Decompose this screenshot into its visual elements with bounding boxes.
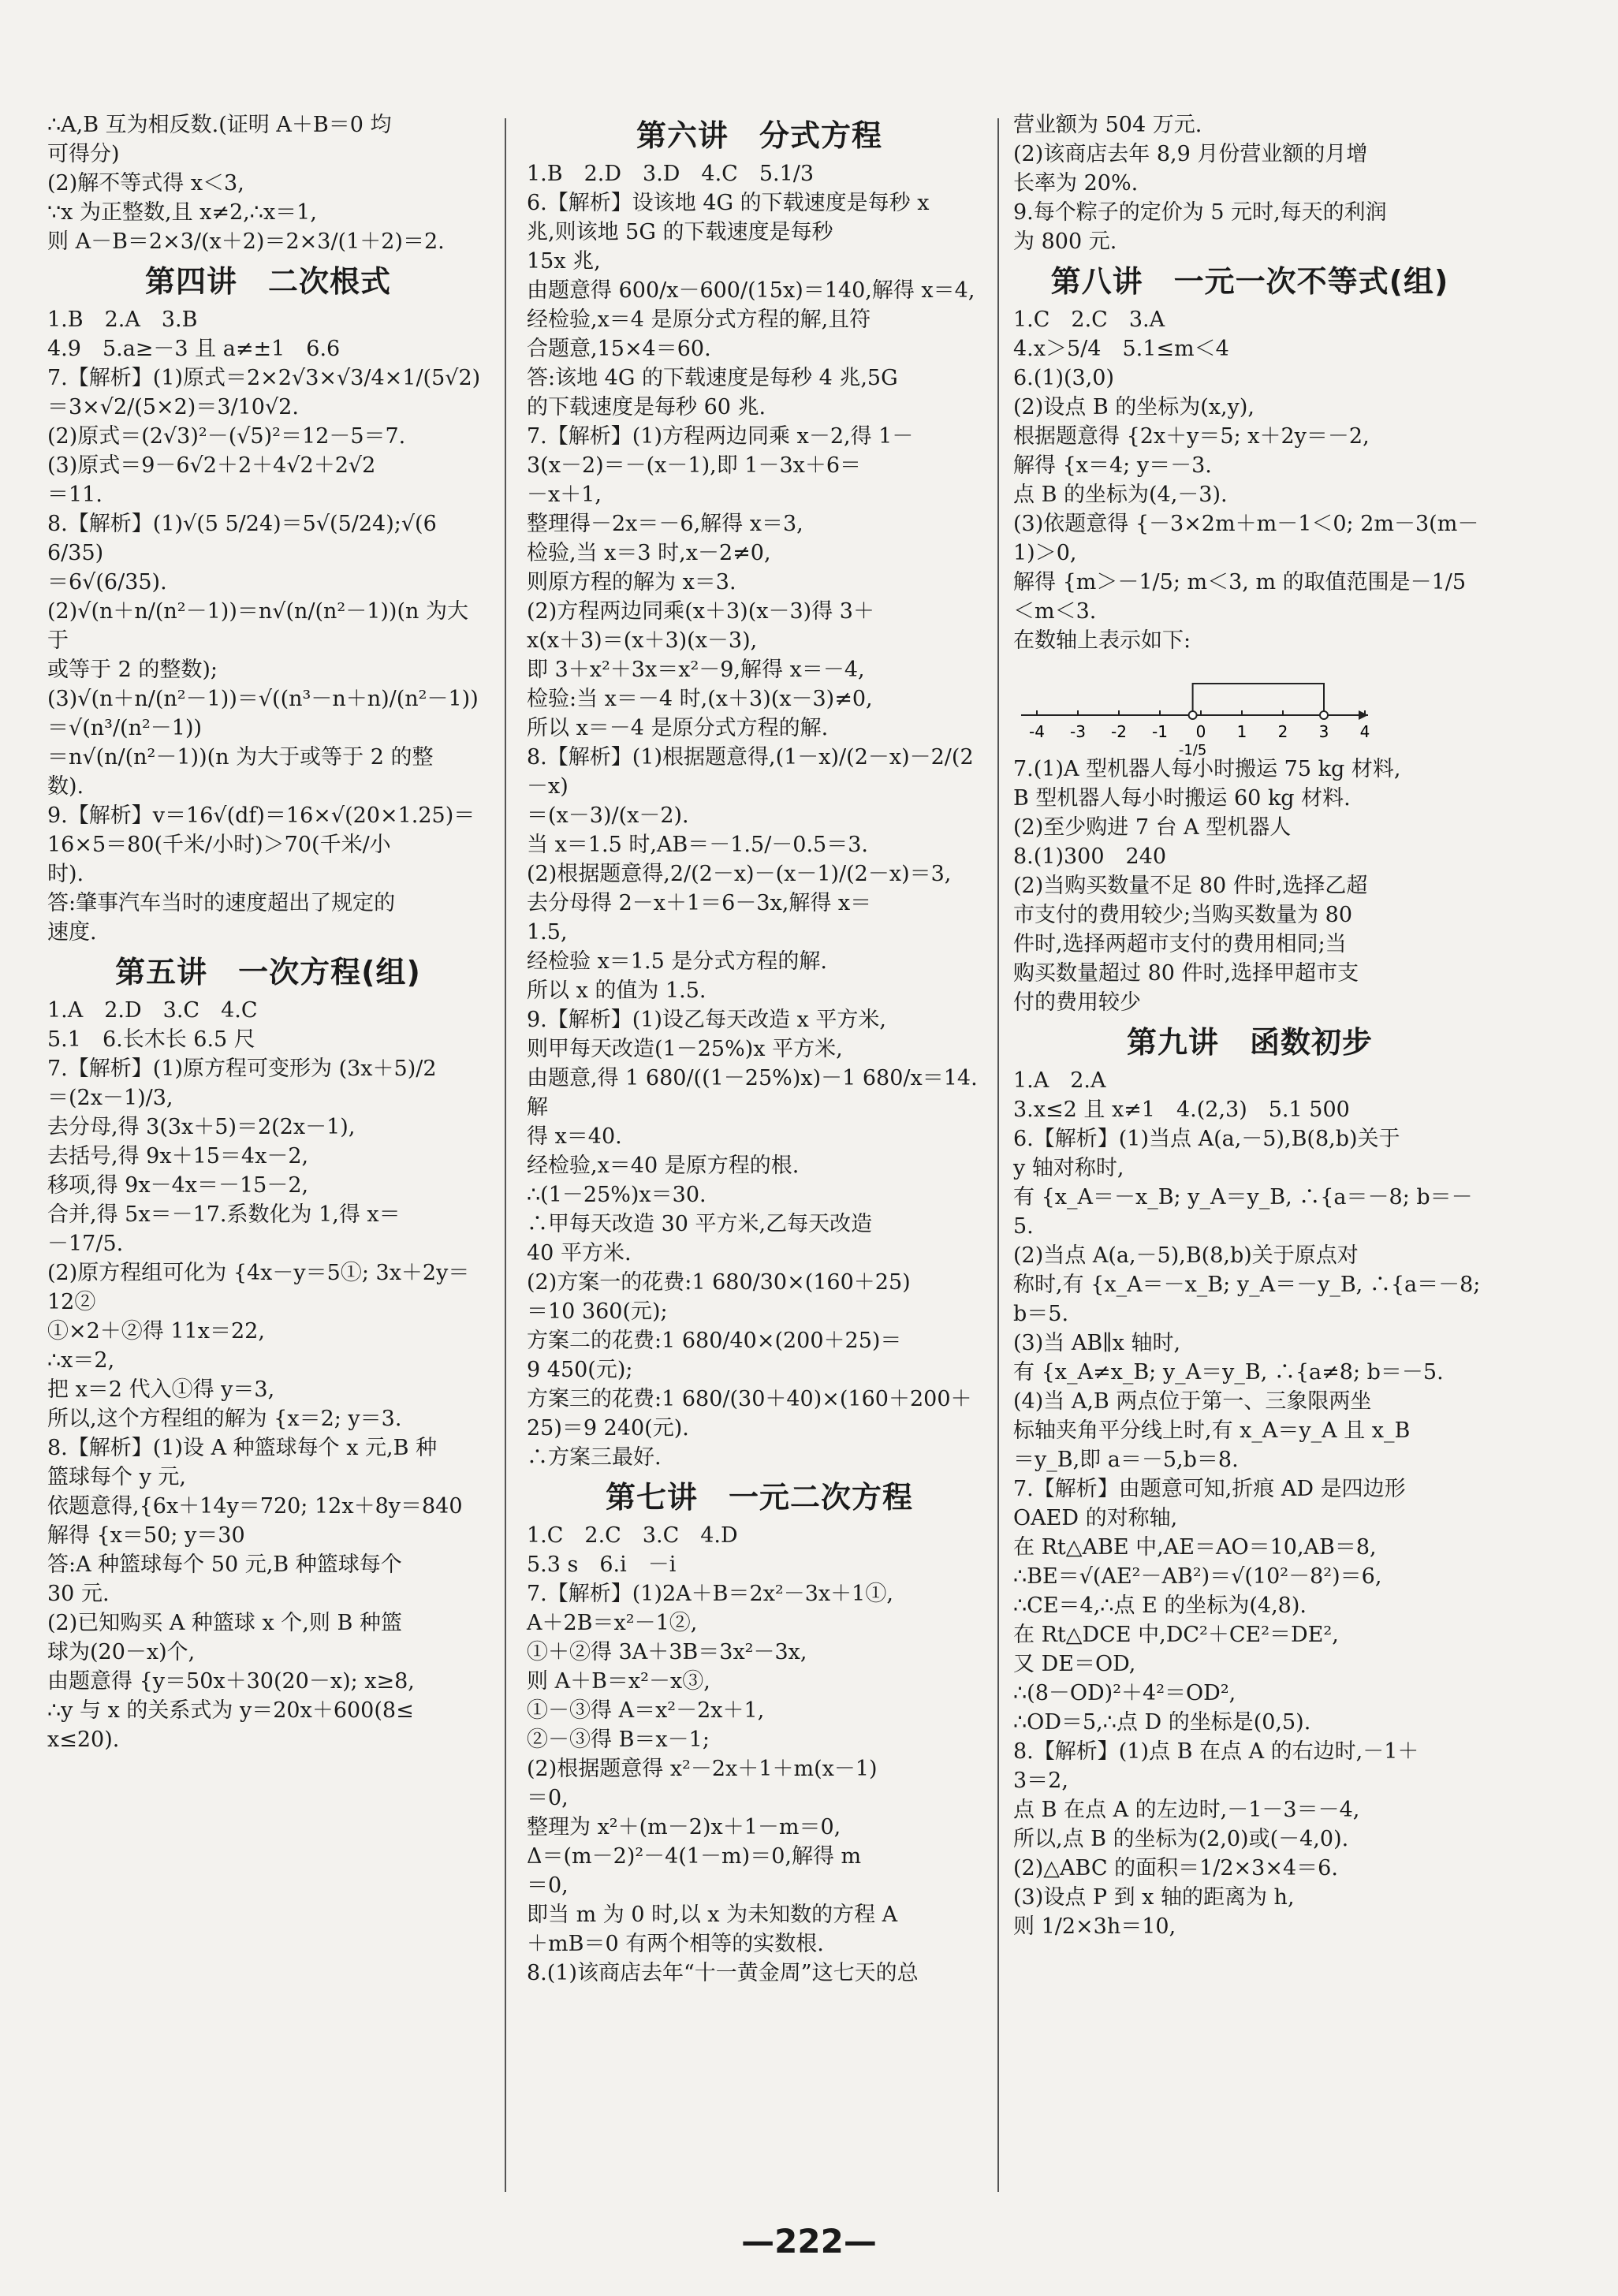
- answer-line: ＝6√(6/35).: [47, 570, 167, 594]
- answer-line: (2)该商店去年 8,9 月份营业额的月增: [1013, 142, 1368, 166]
- answer-line: －17/5.: [47, 1232, 124, 1256]
- number-line-extra-label: -1/5: [1178, 742, 1207, 758]
- answer-line: 根据题意得 {2x＋y＝5; x＋2y＝－2,: [1013, 424, 1370, 449]
- number-line-tick-label: -4: [1029, 722, 1045, 741]
- answer-line: 在 Rt△ABE 中,AE＝AO＝10,AB＝8,: [1013, 1535, 1377, 1560]
- answer-line: 由题意得 {y＝50x＋30(20－x); x≥8,: [47, 1669, 415, 1694]
- answer-line: 7.【解析】(1)原式＝2×2√3×√3/4×1/(5√2): [47, 366, 481, 390]
- answer-line: 当 x＝1.5 时,AB＝－1.5/－0.5＝3.: [527, 833, 868, 857]
- answer-line: 解得 {m＞－1/5; m＜3, m 的取值范围是－1/5: [1013, 570, 1467, 594]
- number-line-figure: [1013, 660, 1376, 758]
- section-heading: 第八讲 一元一次不等式(组): [1050, 264, 1449, 299]
- answer-line: 8.【解析】(1)设 A 种篮球每个 x 元,B 种: [47, 1436, 438, 1460]
- number-line-tick-label: 4: [1359, 722, 1370, 741]
- answer-line: 25)＝9 240(元).: [527, 1416, 689, 1441]
- solution-range-bracket: [1193, 684, 1324, 715]
- answer-line: 经检验 x＝1.5 是分式方程的解.: [527, 949, 827, 974]
- answer-line: (3)设点 P 到 x 轴的距离为 h,: [1013, 1885, 1295, 1910]
- answer-line: 付的费用较少: [1013, 990, 1141, 1015]
- answer-line: 8.【解析】(1)√(5 5/24)＝5√(5/24);√(6 6/35): [47, 512, 437, 565]
- answer-line: (2)方程两边同乘(x＋3)(x－3)得 3＋: [527, 599, 874, 624]
- answer-line: ①－③得 A＝x²－2x＋1,: [527, 1698, 765, 1723]
- answer-line: 所以 x 的值为 1.5.: [527, 978, 706, 1003]
- section-heading: 第七讲 一元二次方程: [605, 1480, 913, 1515]
- answer-line: 为 800 元.: [1013, 229, 1117, 254]
- answer-line: 7.【解析】(1)方程两边同乘 x－2,得 1－: [527, 424, 914, 449]
- answer-line: ＝10 360(元);: [527, 1299, 668, 1324]
- answer-line: 购买数量超过 80 件时,选择甲超市支: [1013, 961, 1359, 986]
- answer-line: 8.【解析】(1)点 B 在点 A 的右边时,－1＋: [1013, 1739, 1419, 1764]
- answer-line: 9.【解析】(1)设乙每天改造 x 平方米,: [527, 1008, 886, 1032]
- answer-line: 在数轴上表示如下:: [1013, 628, 1191, 653]
- answer-line: ＝3×√2/(5×2)＝3/10√2.: [47, 395, 299, 419]
- answer-line: 由题意,得 1 680/((1－25%)x)－1 680/x＝14.解: [527, 1066, 978, 1120]
- answer-line: 经检验,x＝4 是原分式方程的解,且符: [527, 308, 871, 332]
- answer-line: ∴x＝2,: [47, 1348, 115, 1373]
- answer-line: 方案三的花费:1 680/(30＋40)×(160＋200＋: [527, 1387, 972, 1411]
- answer-line: ＝n√(n/(n²－1))(n 为大于或等于 2 的整: [47, 745, 434, 770]
- answer-line: (2)当购买数量不足 80 件时,选择乙超: [1013, 874, 1368, 898]
- number-line-tick-label: -3: [1070, 722, 1086, 741]
- answer-line: (3)√(n＋n/(n²－1))＝√((n³－n＋n)/(n²－1))＝√(n³/(n²－1)): [47, 687, 479, 740]
- answer-line: 7.【解析】(1)2A＋B＝2x²－3x＋1①,: [527, 1582, 893, 1606]
- answer-line: 所以,点 B 的坐标为(2,0)或(－4,0).: [1013, 1827, 1349, 1851]
- answer-line: 球为(20－x)个,: [47, 1640, 196, 1664]
- answer-line: ∴(1－25%)x＝30.: [527, 1183, 706, 1207]
- answer-line: 9.每个粽子的定价为 5 元时,每天的利润: [1013, 200, 1387, 225]
- answer-line: ①＋②得 3A＋3B＝3x²－3x,: [527, 1640, 807, 1664]
- answer-line: 6.【解析】设该地 4G 的下载速度是每秒 x: [527, 191, 930, 215]
- number-line-arrow: [1359, 710, 1368, 720]
- answer-line: 可得分): [47, 142, 120, 166]
- answer-line: ②－③得 B＝x－1;: [527, 1728, 710, 1752]
- answer-line: A＋2B＝x²－1②,: [527, 1611, 698, 1635]
- answer-line: (2)根据题意得,2/(2－x)－(x－1)/(2－x)＝3,: [527, 862, 952, 886]
- answer-line: 16×5＝80(千米/小时)＞70(千米/小: [47, 833, 391, 857]
- answer-line: 1.A 2.D 3.C 4.C: [47, 998, 258, 1023]
- answer-line: 长率为 20%.: [1013, 171, 1139, 196]
- binding-margin: [0, 0, 24, 2296]
- column-middle: [527, 110, 992, 1988]
- answer-line: (2)△ABC 的面积＝1/2×3×4＝6.: [1013, 1856, 1338, 1880]
- answer-line: 8.(1)该商店去年“十一黄金周”这七天的总: [527, 1961, 919, 1985]
- column-left: [47, 110, 489, 1754]
- answer-line: 去括号,得 9x＋15＝4x－2,: [47, 1144, 309, 1168]
- answer-line: ＝y_B,即 a＝－5,b＝8.: [1013, 1448, 1239, 1472]
- answer-line: (3)依题意得 {－3×2m＋m－1＜0; 2m－3(m－1)＞0,: [1013, 512, 1479, 565]
- answer-line: 有 {x_A＝－x_B; y_A＝y_B, ∴{a＝－8; b＝－5.: [1013, 1185, 1473, 1239]
- answer-line: ＝11.: [47, 483, 103, 507]
- section-heading: 第六讲 分式方程: [636, 118, 882, 153]
- answer-line: 3.x≤2 且 x≠1 4.(2,3) 5.1 500: [1013, 1098, 1350, 1122]
- answer-line: 把 x＝2 代入①得 y＝3,: [47, 1377, 275, 1402]
- answer-line: 则甲每天改造(1－25%)x 平方米,: [527, 1037, 843, 1061]
- answer-line: 1.A 2.A: [1013, 1068, 1106, 1093]
- answer-line: 点 B 在点 A 的左边时,－1－3＝－4,: [1013, 1798, 1360, 1822]
- answer-line: 8.【解析】(1)根据题意得,(1－x)/(2－x)－2/(2－x): [527, 745, 974, 799]
- answer-line: 检验,当 x＝3 时,x－2≠0,: [527, 541, 771, 565]
- answer-line: x(x＋3)＝(x＋3)(x－3),: [527, 628, 758, 653]
- answer-line: ∴方案三最好.: [527, 1445, 662, 1470]
- answer-line: (2)至少购进 7 台 A 型机器人: [1013, 815, 1292, 840]
- answer-line: 8.(1)300 240: [1013, 844, 1167, 869]
- answer-line: (3)原式＝9－6√2＋2＋4√2＋2√2: [47, 453, 376, 478]
- answer-line: 时).: [47, 862, 84, 886]
- answer-line: 7.【解析】由题意可知,折痕 AD 是四边形: [1013, 1477, 1406, 1501]
- section-heading: 第五讲 一次方程(组): [115, 955, 421, 990]
- answer-line: 则 A＋B＝x²－x③,: [527, 1669, 710, 1694]
- answer-line: x≤20).: [47, 1728, 120, 1752]
- number-line-tick-label: 3: [1318, 722, 1329, 741]
- answer-line: 合并,得 5x＝－17.系数化为 1,得 x＝: [47, 1202, 401, 1227]
- answer-line: 即当 m 为 0 时,以 x 为未知数的方程 A: [527, 1903, 898, 1927]
- answer-line: (2)方案一的花费:1 680/30×(160＋25): [527, 1270, 911, 1295]
- answer-line: 15x 兆,: [527, 249, 601, 274]
- answer-line: 去分母得 2－x＋1＝6－3x,解得 x＝: [527, 891, 872, 915]
- answer-line: 检验:当 x＝－4 时,(x＋3)(x－3)≠0,: [527, 687, 873, 711]
- answer-line: 1.B 2.A 3.B: [47, 308, 198, 332]
- answer-line: 依题意得,{6x＋14y＝720; 12x＋8y＝840: [47, 1494, 463, 1519]
- answer-line: 6.(1)(3,0): [1013, 366, 1115, 390]
- answer-line: 7.【解析】(1)原方程可变形为 (3x＋5)/2: [47, 1057, 437, 1081]
- answer-line: (2)√(n＋n/(n²－1))＝n√(n/(n²－1))(n 为大于: [47, 599, 468, 653]
- answer-line: 营业额为 504 万元.: [1013, 113, 1202, 137]
- answer-line: ＝0,: [527, 1786, 569, 1810]
- answer-line: 移项,得 9x－4x＝－15－2,: [47, 1173, 309, 1198]
- answer-line: 经检验,x＝40 是原方程的根.: [527, 1154, 800, 1178]
- answer-line: 标轴夹角平分线上时,有 x_A＝y_A 且 x_B: [1013, 1418, 1411, 1443]
- answer-line: 速度.: [47, 920, 97, 945]
- answer-line: 解得 {x＝50; y＝30: [47, 1523, 245, 1548]
- number-line-tick-label: -1: [1152, 722, 1168, 741]
- answer-line: 整理得－2x＝－6,解得 x＝3,: [527, 512, 803, 536]
- answer-line: 则原方程的解为 x＝3.: [527, 570, 736, 594]
- answer-line: 答:肇事汽车当时的速度超出了规定的: [47, 891, 396, 915]
- column-divider-2: [997, 118, 999, 2192]
- answer-line: 4.9 5.a≥－3 且 a≠±1 6.6: [47, 337, 341, 361]
- answer-line: (2)当点 A(a,－5),B(8,b)关于原点对: [1013, 1243, 1359, 1268]
- answer-line: 数).: [47, 774, 84, 799]
- answer-line: B 型机器人每小时搬运 60 kg 材料.: [1013, 786, 1351, 811]
- answer-line: 得 x＝40.: [527, 1124, 622, 1149]
- answer-line: (2)根据题意得 x²－2x＋1＋m(x－1): [527, 1757, 878, 1781]
- answer-line: 4.x＞5/4 5.1≤m＜4: [1013, 337, 1229, 361]
- answer-line: 合题意,15×4＝60.: [527, 337, 711, 361]
- answer-line: 1.B 2.D 3.D 4.C 5.1/3: [527, 162, 815, 186]
- answer-line: Δ＝(m－2)²－4(1－m)＝0,解得 m: [527, 1844, 862, 1869]
- section-heading: 第四讲 二次根式: [144, 264, 391, 299]
- number-line-tick-label: 2: [1277, 722, 1288, 741]
- answer-line: ＝0,: [527, 1873, 569, 1898]
- answer-line: 1.C 2.C 3.A: [1013, 308, 1165, 332]
- answer-line: 30 元.: [47, 1582, 110, 1606]
- answer-line: ＝(2x－1)/3,: [47, 1086, 173, 1110]
- answer-line: 件时,选择两超市支付的费用相同;当: [1013, 932, 1347, 956]
- answer-line: 去分母,得 3(3x＋5)＝2(2x－1),: [47, 1115, 356, 1139]
- answer-line: 点 B 的坐标为(4,－3).: [1013, 483, 1228, 507]
- section-heading: 第九讲 函数初步: [1126, 1025, 1373, 1060]
- answer-line: 40 平方米.: [527, 1241, 632, 1265]
- answer-line: 所以,这个方程组的解为 {x＝2; y＝3.: [47, 1407, 402, 1431]
- answer-line: 又 DE＝OD,: [1013, 1652, 1136, 1676]
- answer-line: 的下载速度是每秒 60 兆.: [527, 395, 766, 419]
- answer-line: ∴(8－OD)²＋4²＝OD²,: [1013, 1681, 1236, 1705]
- number-line-tick-label: -2: [1111, 722, 1127, 741]
- answer-line: 则 A－B＝2×3/(x＋2)＝2×3/(1＋2)＝2.: [47, 229, 445, 254]
- number-line-tick-label: 0: [1195, 722, 1206, 741]
- answer-line: 称时,有 {x_A＝－x_B; y_A＝－y_B, ∴{a＝－8; b＝5.: [1013, 1273, 1481, 1326]
- answer-line: (2)解不等式得 x＜3,: [47, 171, 244, 196]
- answer-line: y 轴对称时,: [1013, 1156, 1124, 1180]
- open-endpoint: [1320, 711, 1328, 719]
- answer-line: 5.3 s 6.i －i: [527, 1552, 677, 1577]
- answer-line: ＝(x－3)/(x－2).: [527, 803, 689, 828]
- answer-line: 答:A 种篮球每个 50 元,B 种篮球每个: [47, 1552, 402, 1577]
- answer-line: 3(x－2)＝－(x－1),即 1－3x＋6＝: [527, 453, 862, 478]
- answer-line: ∴CE＝4,∴点 E 的坐标为(4,8).: [1013, 1593, 1307, 1618]
- answer-line: 1.C 2.C 3.C 4.D: [527, 1523, 738, 1548]
- answer-line: ∵x 为正整数,且 x≠2,∴x＝1,: [47, 200, 317, 225]
- answer-line: ∴A,B 互为相反数.(证明 A＋B＝0 均: [47, 113, 392, 137]
- answer-line: ∴甲每天改造 30 平方米,乙每天改造: [527, 1212, 873, 1236]
- answer-line: (3)当 AB∥x 轴时,: [1013, 1331, 1181, 1355]
- answer-line: 则 1/2×3h＝10,: [1013, 1914, 1176, 1939]
- answer-line: 有 {x_A≠x_B; y_A＝y_B, ∴{a≠8; b＝－5.: [1013, 1360, 1444, 1385]
- answer-line: ＜m＜3.: [1013, 599, 1097, 624]
- answer-line: (2)原式＝(2√3)²－(√5)²＝12－5＝7.: [47, 424, 406, 449]
- answer-line: ∴OD＝5,∴点 D 的坐标是(0,5).: [1013, 1710, 1311, 1735]
- answer-line: (2)原方程组可化为 {4x－y＝5①; 3x＋2y＝12②: [47, 1261, 470, 1314]
- answer-line: 在 Rt△DCE 中,DC²＋CE²＝DE²,: [1013, 1623, 1339, 1647]
- open-endpoint: [1189, 711, 1197, 719]
- answer-line: OAED 的对称轴,: [1013, 1506, 1178, 1530]
- answer-line: 兆,则该地 5G 的下载速度是每秒: [527, 220, 833, 244]
- answer-line: ∴BE＝√(AE²－AB²)＝√(10²－8²)＝6,: [1013, 1564, 1382, 1589]
- answer-line: 6.【解析】(1)当点 A(a,－5),B(8,b)关于: [1013, 1127, 1400, 1151]
- page-number: —222—: [741, 2222, 877, 2261]
- answer-line: 市支付的费用较少;当购买数量为 80: [1013, 903, 1353, 927]
- answer-line: 1.5,: [527, 920, 568, 945]
- answer-line: 答:该地 4G 的下载速度是每秒 4 兆,5G: [527, 366, 898, 390]
- answer-line: (2)已知购买 A 种篮球 x 个,则 B 种篮: [47, 1611, 402, 1635]
- answer-line: 篮球每个 y 元,: [47, 1465, 187, 1489]
- answer-line: 整理为 x²＋(m－2)x＋1－m＝0,: [527, 1815, 841, 1839]
- answer-line: ∴y 与 x 的关系式为 y＝20x＋600(8≤: [47, 1698, 414, 1723]
- answer-line: 9.【解析】v＝16√(df)＝16×√(20×1.25)＝: [47, 803, 475, 828]
- answer-line: 即 3＋x²＋3x＝x²－9,解得 x＝－4,: [527, 658, 865, 682]
- answer-line: (2)设点 B 的坐标为(x,y),: [1013, 395, 1255, 419]
- answer-line: 或等于 2 的整数);: [47, 658, 218, 682]
- answer-line: ①×2＋②得 11x＝22,: [47, 1319, 265, 1344]
- answer-line: 3＝2,: [1013, 1769, 1068, 1793]
- answer-line: 所以 x＝－4 是原分式方程的解.: [527, 716, 829, 740]
- column-right: [1013, 110, 1486, 1941]
- answer-line: 7.(1)A 型机器人每小时搬运 75 kg 材料,: [1013, 757, 1401, 781]
- answer-line: (4)当 A,B 两点位于第一、三象限两坐: [1013, 1389, 1372, 1414]
- answer-line: 解得 {x＝4; y＝－3.: [1013, 453, 1212, 478]
- column-divider-1: [505, 118, 506, 2192]
- answer-line: 9 450(元);: [527, 1358, 633, 1382]
- number-line-tick-label: 1: [1236, 722, 1247, 741]
- answer-line: ＋mB＝0 有两个相等的实数根.: [527, 1932, 824, 1956]
- answer-line: 5.1 6.长木长 6.5 尺: [47, 1027, 255, 1052]
- answer-line: 方案二的花费:1 680/40×(200＋25)＝: [527, 1329, 902, 1353]
- answer-line: －x＋1,: [527, 483, 602, 507]
- answer-line: 由题意得 600/x－600/(15x)＝140,解得 x＝4,: [527, 278, 975, 303]
